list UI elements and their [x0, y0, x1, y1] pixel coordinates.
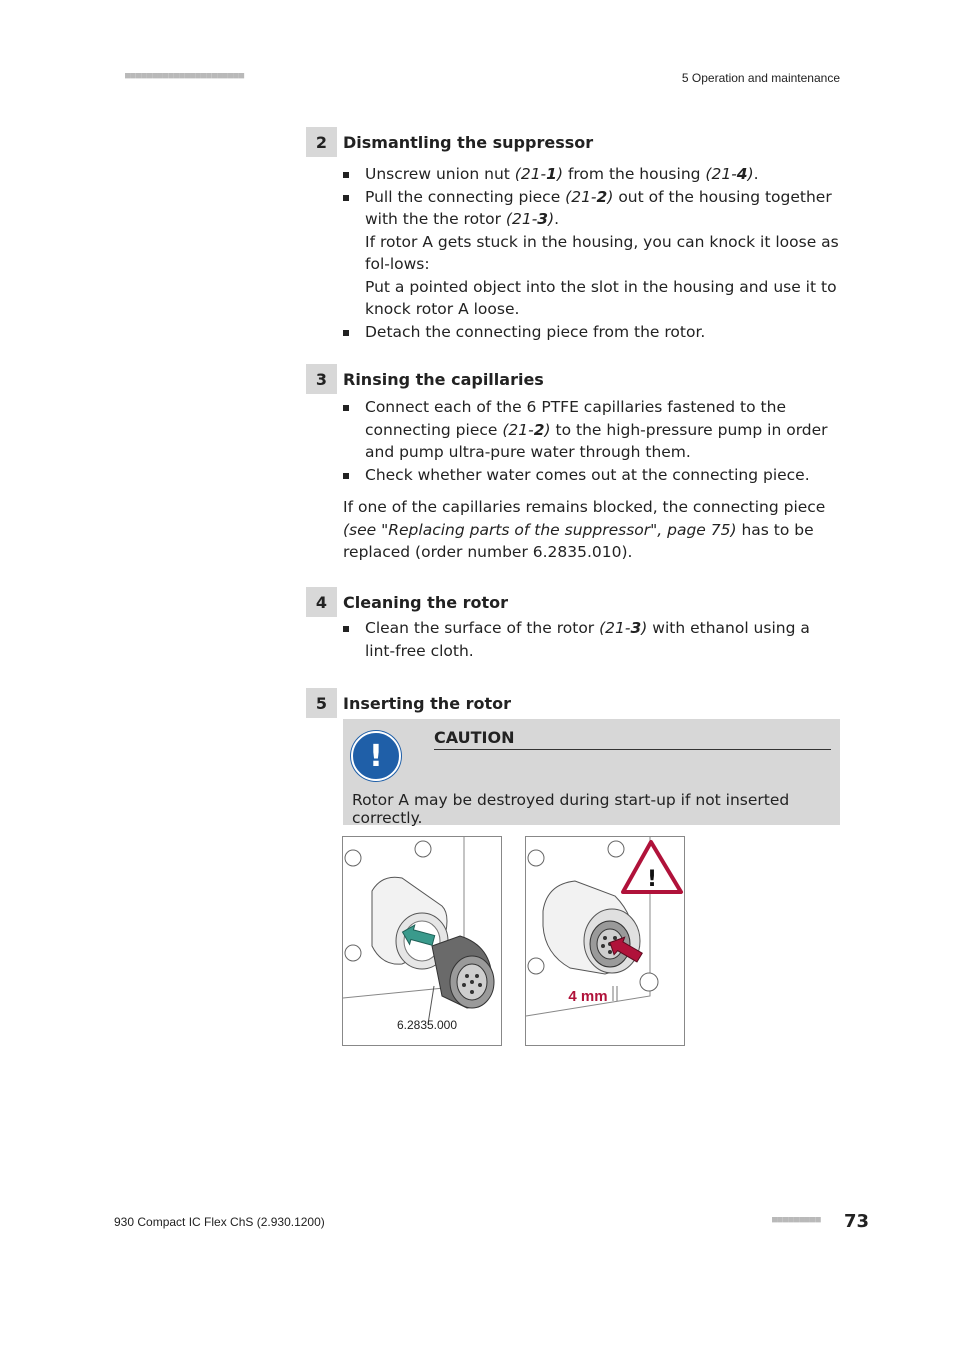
step-number: 3 — [306, 364, 337, 394]
bullet-list — [306, 617, 840, 662]
step-2 — [306, 127, 840, 343]
list-item: Detach the connecting piece from the rotor. — [343, 321, 840, 344]
figure-ref: ) — [556, 165, 564, 183]
step-heading — [306, 688, 840, 718]
list-item — [343, 617, 840, 662]
text: Unscrew union nut — [365, 165, 515, 183]
text: . — [753, 165, 759, 183]
figure-ref-num: 3 — [537, 210, 549, 228]
figure-ref: (21- — [502, 420, 534, 439]
list-item — [343, 186, 840, 321]
paragraph — [343, 496, 840, 564]
figure-ref: (21- — [505, 210, 538, 228]
caution-title: CAUTION — [434, 728, 831, 750]
svg-text:!: ! — [646, 867, 658, 892]
step-title: Inserting the rotor — [343, 693, 512, 713]
figure-ref-num: 3 — [630, 619, 642, 637]
footer-product: 930 Compact IC Flex ChS (2.930.1200) — [114, 1215, 325, 1229]
figure-ref-num: 1 — [546, 165, 557, 183]
text: Connect each of the 6 PTFE capillaries fastened to the connecting piece — [365, 398, 786, 439]
figure-ref: ) — [548, 210, 555, 228]
step-title: Rinsing the capillaries — [343, 369, 544, 389]
figure-ref-num: 4 — [736, 165, 748, 183]
header-decoration: ■■■■■■■■■■■■■■■■■■■■■■ — [125, 71, 245, 81]
figure-ref: ) — [641, 619, 648, 637]
step-heading — [306, 127, 840, 157]
rotor-depth-illustration — [525, 836, 685, 1046]
bullet-list — [306, 163, 840, 343]
step-heading — [306, 364, 840, 394]
step-4 — [306, 587, 840, 662]
cross-reference-link[interactable]: (see "Replacing parts of the suppressor", page 75) — [343, 520, 737, 539]
text: Pull the connecting piece — [365, 187, 566, 206]
step-number: 2 — [306, 127, 337, 157]
text: If one of the capillaries remains blocked, the connecting piece — [343, 498, 826, 516]
footer-decoration: ■■■■■■■■■ — [772, 1215, 821, 1225]
list-item: Check whether water comes out at the connecting piece. — [343, 464, 840, 487]
text: Clean the surface of the rotor — [365, 619, 600, 637]
figure-rotor-correct-depth — [525, 836, 685, 1046]
figure-ref-num: 2 — [596, 187, 608, 206]
text: has to be replaced (order number 6.2835.010). — [343, 520, 814, 561]
step-heading — [306, 587, 840, 617]
figure-ref: (21- — [514, 165, 547, 183]
figure-ref: (21- — [705, 165, 737, 183]
list-item — [343, 396, 840, 464]
step-title: Dismantling the suppressor — [343, 132, 594, 152]
bullet-list — [306, 396, 840, 486]
step-number: 5 — [306, 688, 337, 718]
exclamation-icon: ! — [351, 731, 401, 781]
text: with ethanol using a lint-free cloth. — [365, 619, 810, 660]
text: from the housing — [563, 165, 706, 183]
figure-ref: (21- — [565, 187, 597, 206]
paragraph: Put a pointed object into the slot in the housing and use it to knock rotor A loose. — [365, 277, 837, 318]
page-number: 73 — [844, 1211, 870, 1232]
figure-ref: (21- — [599, 619, 631, 637]
figure-ref-num: 2 — [533, 420, 545, 439]
figure-rotor-insertion — [342, 836, 502, 1046]
step-5 — [306, 688, 840, 718]
figure-ref: ) — [544, 420, 551, 439]
part-number-label: 6.2835.000 — [396, 1018, 458, 1032]
caution-text: Rotor A may be destroyed during start-up if not inserted correctly. — [352, 791, 790, 827]
header-chapter: 5 Operation and maintenance — [681, 71, 840, 85]
depth-label: 4 mm — [568, 988, 608, 1005]
step-3 — [306, 364, 840, 564]
text: . — [554, 210, 560, 228]
rotor-insertion-illustration — [342, 836, 502, 1046]
paragraph: If rotor A gets stuck in the housing, you can knock it loose as fol-lows: — [365, 232, 839, 273]
text: to the high-pressure pump in order and pump ultra-pure water through them. — [365, 420, 828, 461]
list-item — [343, 163, 840, 186]
text: out of the housing together with the the rotor — [365, 187, 832, 228]
step-number: 4 — [306, 587, 337, 617]
step-title: Cleaning the rotor — [343, 592, 509, 612]
figure-ref: ) — [607, 187, 614, 206]
caution-box — [343, 719, 840, 825]
figure-ref: ) — [747, 165, 754, 183]
